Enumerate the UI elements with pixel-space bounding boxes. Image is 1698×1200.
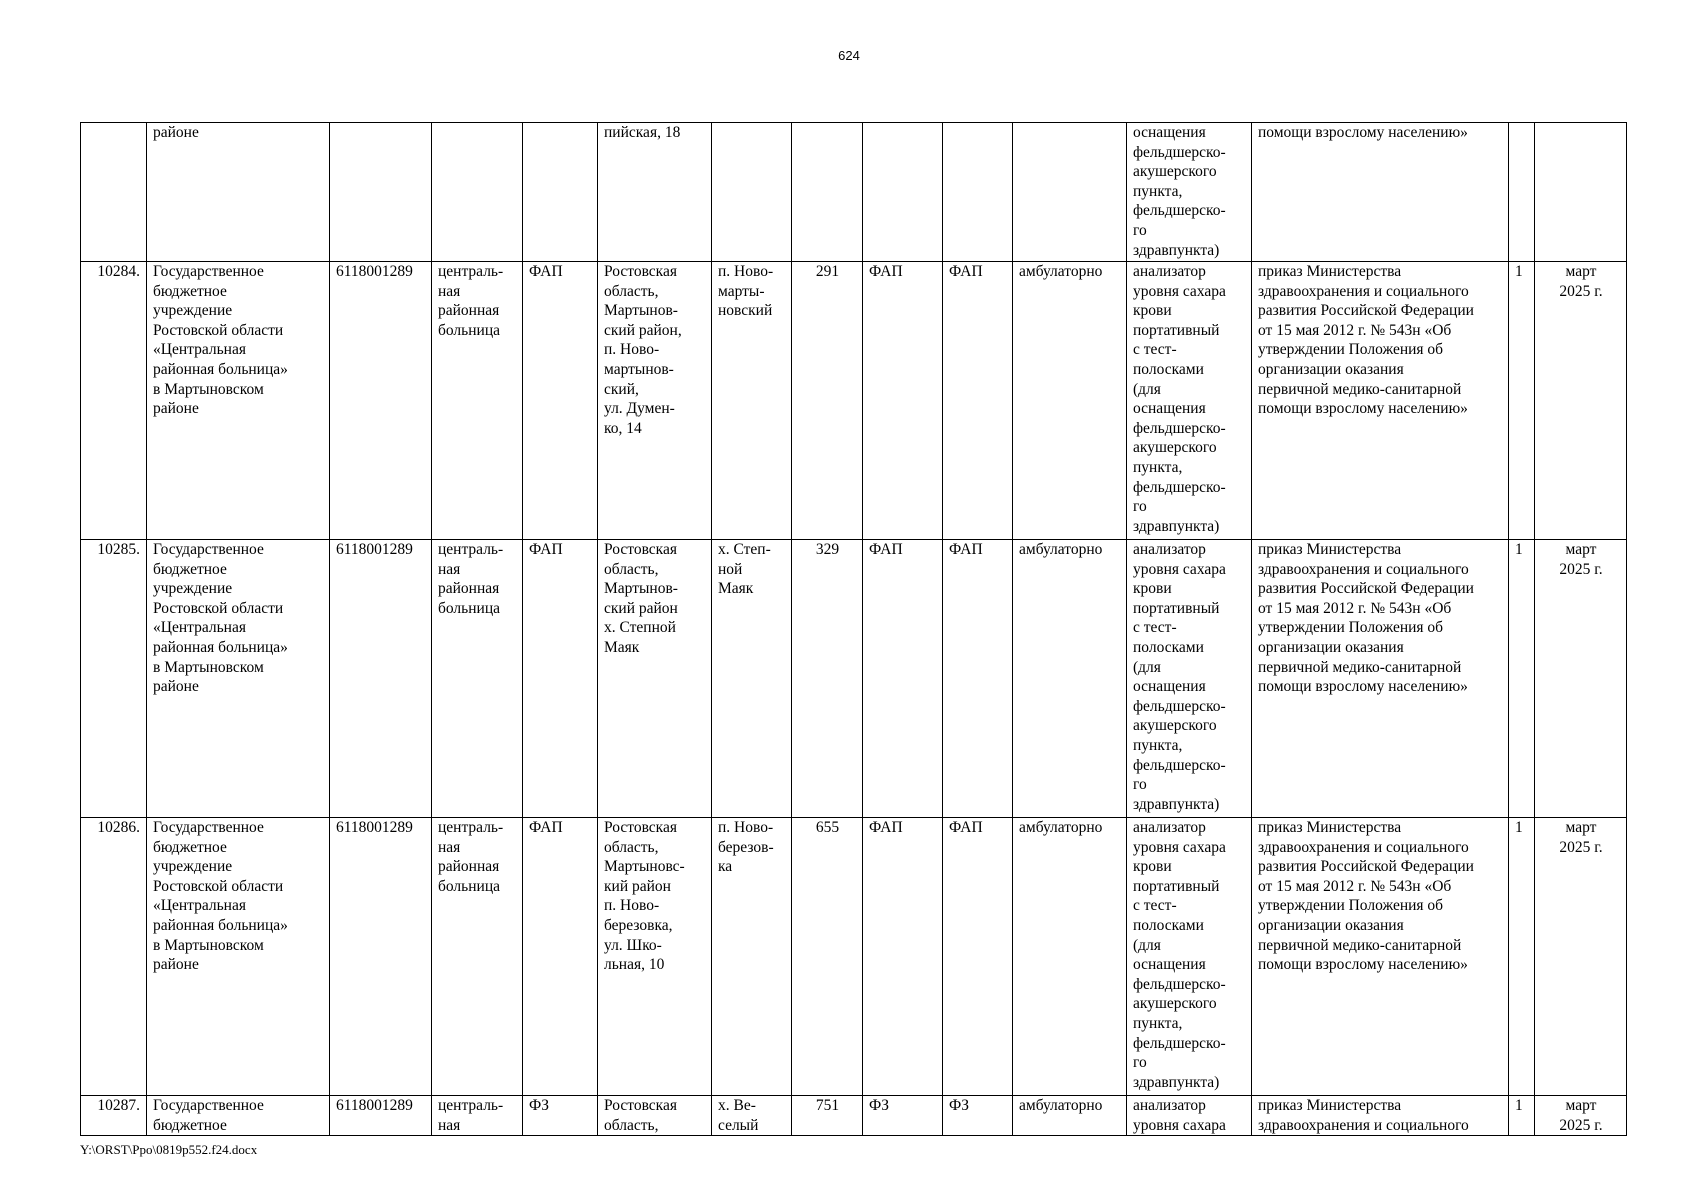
address-text: Ростовская область,: [604, 1097, 677, 1134]
cell-structural-unit: [863, 818, 943, 1096]
cell-organization-name: [147, 123, 330, 262]
cell-population: [792, 262, 863, 540]
cell-row-number: [81, 123, 147, 262]
row-number-text: 10285.: [97, 541, 140, 558]
cell-organization-type: [432, 818, 523, 1096]
organization-name-text: Государственное бюджетное: [153, 1097, 264, 1134]
cell-population: [792, 818, 863, 1096]
cell-equipment-name: [1127, 262, 1252, 540]
organization-type-text: централь- ная: [438, 1097, 504, 1134]
legal-basis-text: приказ Министерства здравоохранения и социального развития Российской Федерации от 15 мая 2012 г. № 543н «Об утверждении Положения об организации оказания первичной медико-санитарной помощи взрослому населению»: [1258, 819, 1474, 974]
cell-care-form: [1013, 540, 1127, 818]
cell-delivery-date: [1535, 123, 1627, 262]
legal-basis-text: приказ Министерства здравоохранения и социального развития Российской Федерации от 15 мая 2012 г. № 543н «Об утверждении Положения об организации оказания первичной медико-санитарной помощи взрослому населению»: [1258, 263, 1474, 418]
row-number-text: 10284.: [97, 263, 140, 280]
cell-delivery-date: [1535, 1096, 1627, 1136]
delivery-date-text: март 2025 г.: [1559, 541, 1603, 578]
organization-name-text: Государственное бюджетное учреждение Ростовской области «Центральная районная больница» в Мартыновском районе: [153, 541, 288, 696]
table-row: [81, 540, 1627, 818]
cell-delivery-date: [1535, 540, 1627, 818]
cell-address: [598, 540, 712, 818]
cell-quantity: [1509, 262, 1535, 540]
organization-name-text: Государственное бюджетное учреждение Ростовской области «Центральная районная больница» в Мартыновском районе: [153, 263, 288, 418]
unit-type-text: ФЗ: [529, 1097, 550, 1114]
cell-inn: [330, 123, 432, 262]
cell-locality: [712, 818, 792, 1096]
cell-inn: [330, 1096, 432, 1136]
structural-unit-type-text: ФАП: [949, 541, 983, 558]
table-row: [81, 262, 1627, 540]
cell-equipment-name: [1127, 818, 1252, 1096]
cell-organization-name: [147, 1096, 330, 1136]
cell-legal-basis: [1252, 540, 1509, 818]
population-text: 291: [815, 263, 840, 280]
delivery-date-text: март 2025 г.: [1559, 1097, 1603, 1134]
equipment-table: [80, 122, 1627, 1136]
address-text: Ростовская область, Мартынов- ский район, п. Ново- мартынов- ский, ул. Думен- ко, 14: [604, 263, 682, 437]
cell-unit-type: [523, 262, 598, 540]
organization-type-text: централь- ная районная больница: [438, 819, 504, 895]
cell-legal-basis: [1252, 1096, 1509, 1136]
legal-basis-text: приказ Министерства здравоохранения и социального: [1258, 1097, 1469, 1134]
cell-equipment-name: [1127, 123, 1252, 262]
cell-row-number: [81, 1096, 147, 1136]
equipment-name-text: оснащения фельдшерско- акушерского пункта, фельдшерско- го здравпункта): [1133, 124, 1226, 259]
care-form-text: амбулаторно: [1019, 819, 1103, 836]
cell-care-form: [1013, 262, 1127, 540]
table-row: [81, 818, 1627, 1096]
population-text: 655: [815, 819, 840, 836]
cell-unit-type: [523, 123, 598, 262]
cell-row-number: [81, 818, 147, 1096]
cell-address: [598, 262, 712, 540]
cell-unit-type: [523, 540, 598, 818]
cell-quantity: [1509, 818, 1535, 1096]
cell-legal-basis: [1252, 262, 1509, 540]
cell-inn: [330, 540, 432, 818]
cell-locality: [712, 123, 792, 262]
quantity-text: 1: [1515, 819, 1523, 836]
table-row: [81, 1096, 1627, 1136]
cell-structural-unit-type: [943, 123, 1013, 262]
cell-organization-name: [147, 540, 330, 818]
cell-quantity: [1509, 540, 1535, 818]
organization-type-text: централь- ная районная больница: [438, 263, 504, 339]
unit-type-text: ФАП: [529, 541, 563, 558]
cell-organization-type: [432, 1096, 523, 1136]
care-form-text: амбулаторно: [1019, 1097, 1103, 1114]
cell-organization-name: [147, 818, 330, 1096]
structural-unit-type-text: ФЗ: [949, 1097, 970, 1114]
locality-text: х. Степ- ной Маяк: [718, 541, 771, 598]
cell-organization-type: [432, 262, 523, 540]
locality-text: х. Ве- селый: [718, 1097, 759, 1134]
cell-care-form: [1013, 1096, 1127, 1136]
quantity-text: 1: [1515, 1097, 1523, 1114]
equipment-name-text: анализатор уровня сахара крови портативный с тест- полосками (для оснащения фельдшерско- акушерского пункта, фельдшерско- го здравпункта): [1133, 819, 1226, 1091]
cell-address: [598, 1096, 712, 1136]
unit-type-text: ФАП: [529, 263, 563, 280]
structural-unit-text: ФАП: [869, 541, 903, 558]
cell-structural-unit: [863, 1096, 943, 1136]
address-text: Ростовская область, Мартынов- ский район х. Степной Маяк: [604, 541, 678, 656]
cell-population: [792, 1096, 863, 1136]
locality-text: п. Ново- березов- ка: [718, 819, 774, 876]
cell-address: [598, 818, 712, 1096]
cell-address: [598, 123, 712, 262]
organization-name-text: Государственное бюджетное учреждение Ростовской области «Центральная районная больница» в Мартыновском районе: [153, 819, 288, 974]
cell-row-number: [81, 540, 147, 818]
structural-unit-text: ФАП: [869, 263, 903, 280]
cell-population: [792, 123, 863, 262]
cell-care-form: [1013, 818, 1127, 1096]
cell-inn: [330, 262, 432, 540]
cell-structural-unit: [863, 123, 943, 262]
address-text: Ростовская область, Мартыновс- кий район п. Ново- березовка, ул. Шко- льная, 10: [604, 819, 685, 974]
structural-unit-type-text: ФАП: [949, 263, 983, 280]
cell-locality: [712, 1096, 792, 1136]
cell-legal-basis: [1252, 123, 1509, 262]
cell-structural-unit: [863, 262, 943, 540]
cell-delivery-date: [1535, 262, 1627, 540]
inn-text: 6118001289: [336, 1097, 413, 1114]
inn-text: 6118001289: [336, 541, 413, 558]
locality-text: п. Ново- марты- новский: [718, 263, 774, 320]
structural-unit-text: ФАП: [869, 819, 903, 836]
row-number-text: 10286.: [97, 819, 140, 836]
cell-delivery-date: [1535, 818, 1627, 1096]
cell-locality: [712, 262, 792, 540]
organization-type-text: централь- ная районная больница: [438, 541, 504, 617]
cell-care-form: [1013, 123, 1127, 262]
cell-structural-unit: [863, 540, 943, 818]
legal-basis-text: приказ Министерства здравоохранения и социального развития Российской Федерации от 15 мая 2012 г. № 543н «Об утверждении Положения об организации оказания первичной медико-санитарной помощи взрослому населению»: [1258, 541, 1474, 696]
cell-quantity: [1509, 1096, 1535, 1136]
table-row: [81, 123, 1627, 262]
cell-structural-unit-type: [943, 262, 1013, 540]
unit-type-text: ФАП: [529, 819, 563, 836]
address-text: пийская, 18: [604, 124, 681, 141]
equipment-name-text: анализатор уровня сахара крови портативный с тест- полосками (для оснащения фельдшерско- акушерского пункта, фельдшерско- го здравпункта): [1133, 541, 1226, 813]
cell-equipment-name: [1127, 540, 1252, 818]
cell-organization-type: [432, 123, 523, 262]
population-text: 329: [815, 541, 840, 558]
footer-file-path: Y:\ORST\Ppo\0819p552.f24.docx: [80, 1142, 258, 1157]
cell-legal-basis: [1252, 818, 1509, 1096]
cell-locality: [712, 540, 792, 818]
cell-unit-type: [523, 818, 598, 1096]
cell-population: [792, 540, 863, 818]
delivery-date-text: март 2025 г.: [1559, 819, 1603, 856]
cell-structural-unit-type: [943, 540, 1013, 818]
inn-text: 6118001289: [336, 263, 413, 280]
care-form-text: амбулаторно: [1019, 263, 1103, 280]
care-form-text: амбулаторно: [1019, 541, 1103, 558]
cell-unit-type: [523, 1096, 598, 1136]
organization-name-text: районе: [153, 124, 199, 141]
equipment-name-text: анализатор уровня сахара: [1133, 1097, 1226, 1134]
row-number-text: 10287.: [97, 1097, 140, 1114]
quantity-text: 1: [1515, 263, 1523, 280]
cell-organization-name: [147, 262, 330, 540]
cell-row-number: [81, 262, 147, 540]
structural-unit-type-text: ФАП: [949, 819, 983, 836]
cell-organization-type: [432, 540, 523, 818]
cell-structural-unit-type: [943, 1096, 1013, 1136]
quantity-text: 1: [1515, 541, 1523, 558]
cell-quantity: [1509, 123, 1535, 262]
equipment-name-text: анализатор уровня сахара крови портативный с тест- полосками (для оснащения фельдшерско- акушерского пункта, фельдшерско- го здравпункта): [1133, 263, 1226, 535]
delivery-date-text: март 2025 г.: [1559, 263, 1603, 300]
cell-structural-unit-type: [943, 818, 1013, 1096]
legal-basis-text: помощи взрослому населению»: [1258, 124, 1468, 141]
inn-text: 6118001289: [336, 819, 413, 836]
cell-inn: [330, 818, 432, 1096]
population-text: 751: [815, 1097, 840, 1114]
cell-equipment-name: [1127, 1096, 1252, 1136]
structural-unit-text: ФЗ: [869, 1097, 890, 1114]
page-number: 624: [838, 48, 860, 63]
